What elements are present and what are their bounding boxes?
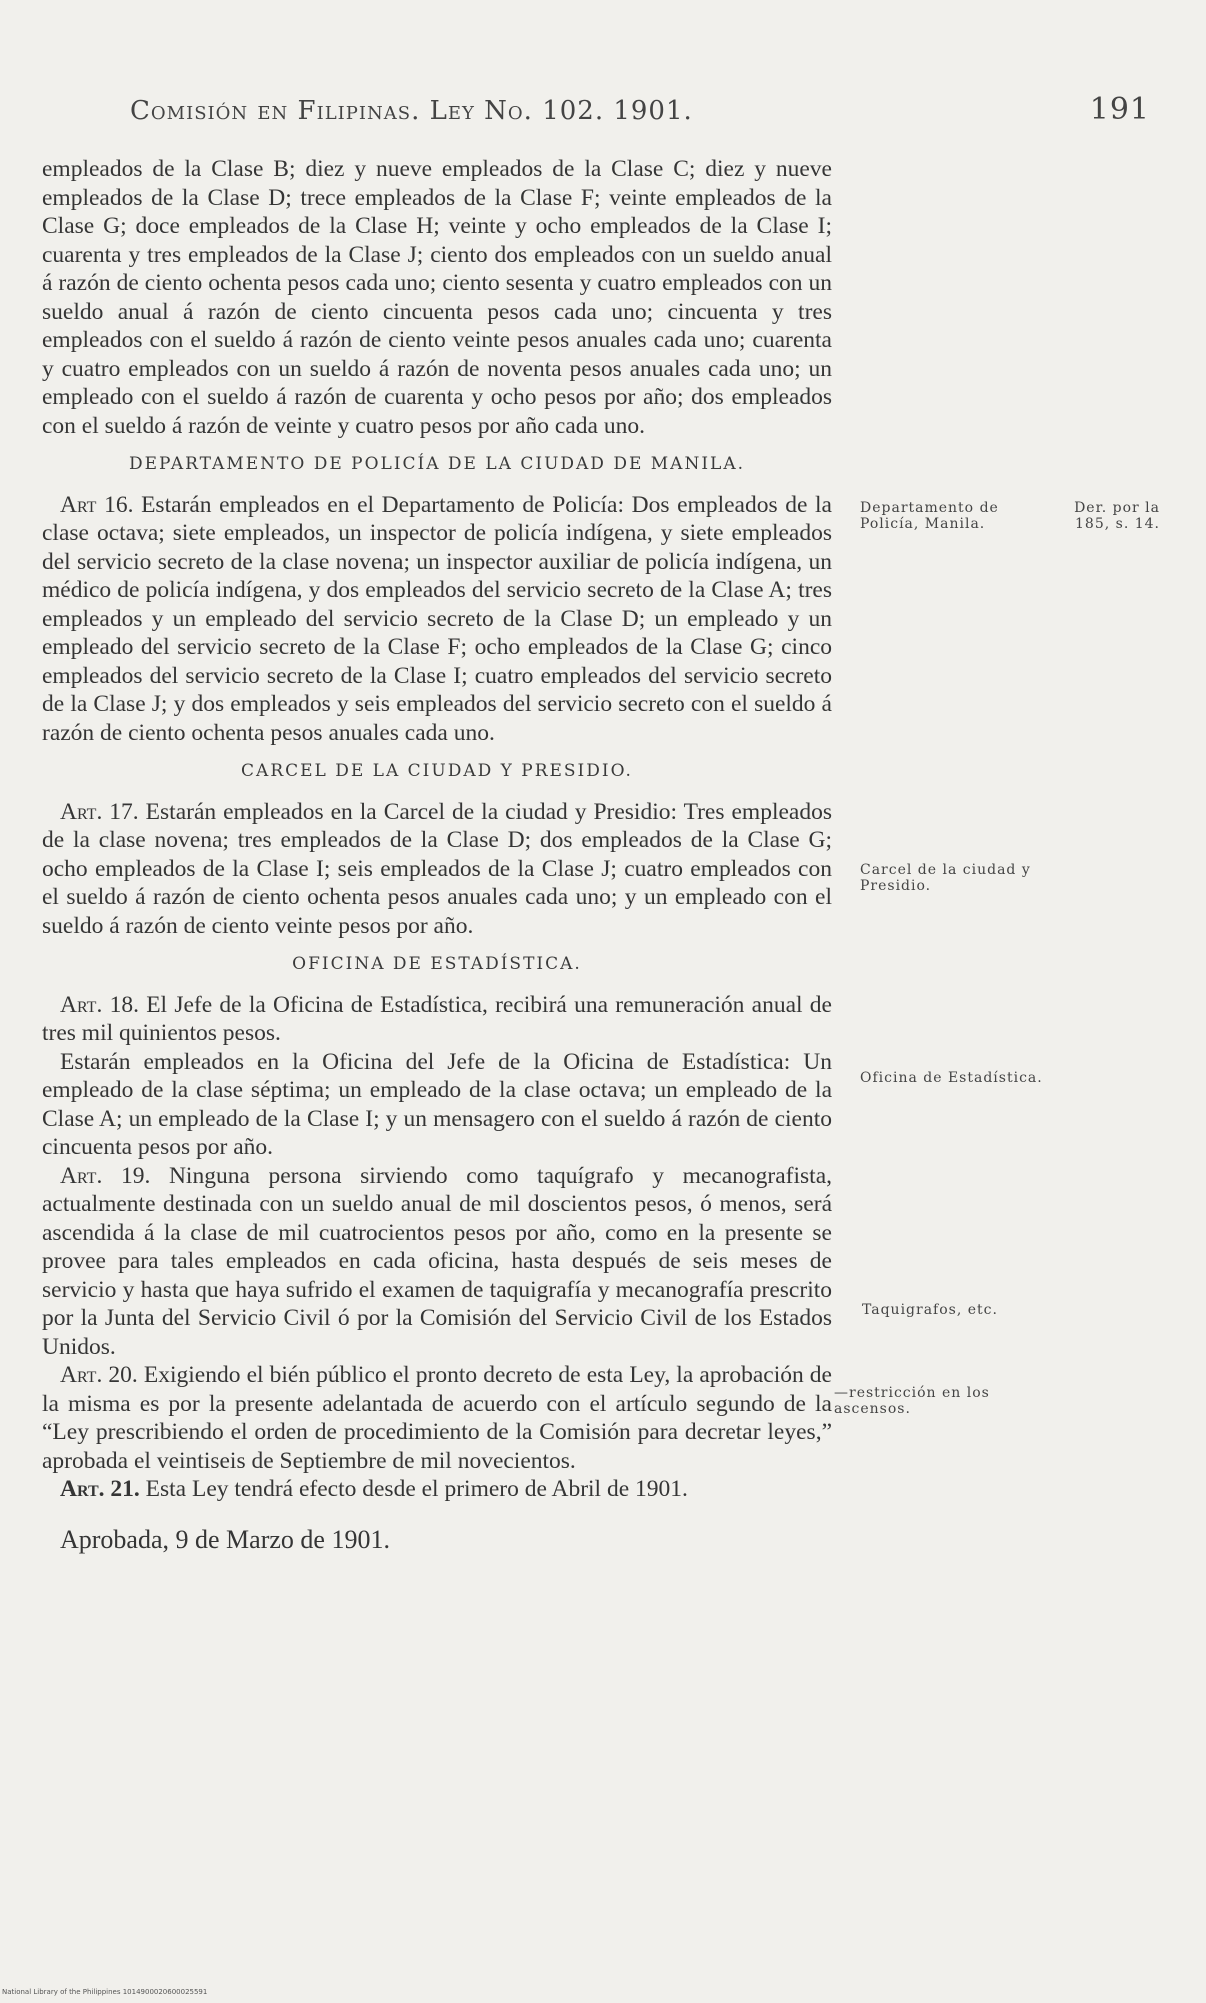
heading-policia: DEPARTAMENTO DE POLICÍA DE LA CIUDAD DE MANILA. xyxy=(128,454,746,474)
page-header xyxy=(130,92,1150,136)
article-18-text: El Jefe de la Oficina de Estadística, recibirá una remuneración anual de tres mil quinientos pesos. xyxy=(42,991,832,1046)
article-18-label: Art. 18. xyxy=(60,991,139,1018)
margin-note-reference: Der. por la 185, s. 14. xyxy=(1074,500,1160,532)
margin-note-estadistica: Oficina de Estadística. xyxy=(860,1070,1043,1086)
margin-note-taquigrafos: Taquigrafos, etc. xyxy=(862,1302,998,1318)
article-18 xyxy=(42,991,832,1048)
heading-carcel: CARCEL DE LA CIUDAD Y PRESIDIO. xyxy=(241,761,633,781)
paragraph-intro: empleados de la Clase B; diez y nueve empleados de la Clase C; diez y nueve empleados de la Clase D; trece empleados de la Clase F; veinte empleados de la Clase G; doce empleados de la Clase H; veinte y ocho empleados de la Clase I; cuarenta y tres empleados de la Clase J; ciento dos empleados con un sueldo anual á razón de ciento ochenta pesos cada uno; ciento sesenta y cuatro empleados con un sueldo anual á razón de ciento cincuenta pesos cada uno; cincuenta y tres empleados con el sueldo á razón de ciento veinte pesos anuales cada uno; cuarenta y cuatro empleados con un sueldo á razón de noventa pesos anuales cada uno; un empleado con el sueldo á razón de cuarenta y ocho pesos por año; dos empleados con el sueldo á razón de veinte y cuatro pesos por año cada uno. xyxy=(42,156,832,439)
article-19-label: Art. 19. xyxy=(60,1162,151,1189)
article-16-text: Estarán empleados en el Departamento de Policía: Dos empleados de la clase octava; siete empleados, un inspector de policía indígena, y siete empleados del servicio secreto de la clase novena; un inspector auxiliar de policía indígena, un médico de policía indígena, y dos empleados del servicio secreto de la Clase A; tres empleados y un empleado del servicio secreto de la Clase D; un empleado y un empleado del servicio secreto de la Clase F; ocho empleados de la Clase G; cinco empleados del servicio secreto de la Clase I; cuatro empleados del servicio secreto de la Clase J; y dos empleados y seis empleados del servicio secreto con el sueldo á razón de ciento ochenta pesos anuales cada uno. xyxy=(42,491,832,746)
body-text xyxy=(42,155,832,1554)
margin-note-policia: Departamento de Policía, Manila. xyxy=(860,500,999,532)
article-20 xyxy=(42,1361,832,1475)
article-17-text: Estarán empleados en la Carcel de la ciudad y Presidio: Tres empleados de la clase novena; tres empleados de la Clase D; dos empleados de la Clase G; ocho empleados de la Clase I; seis empleados de la Clase J; cuatro empleados con el sueldo á razón de ciento ochenta pesos anuales cada uno; y un empleado con el sueldo á razón de ciento veinte pesos por año. xyxy=(42,798,832,939)
margin-note-carcel: Carcel de la ciudad y Presidio. xyxy=(860,862,1031,894)
article-17 xyxy=(42,798,832,941)
article-20-label: Art. 20. xyxy=(60,1362,138,1388)
running-title: Comisión en Filipinas. Ley No. 102. 1901. xyxy=(130,96,693,126)
article-16 xyxy=(42,491,832,748)
heading-estadistica: OFICINA DE ESTADÍSTICA. xyxy=(292,954,582,974)
article-21 xyxy=(42,1475,832,1504)
article-16-label: Art 16. xyxy=(60,491,134,518)
page-number: 191 xyxy=(1089,92,1150,127)
article-17-label: Art. 17. xyxy=(60,798,139,825)
article-20-text: Exigiendo el bién público el pronto decreto de esta Ley, la aprobación de la misma es por la presente adelantada de acuerdo con el artículo segundo de la “Ley prescribiendo el orden de procedimiento de la Comisión para decretar leyes,” aprobada el veintiseis de Septiembre de mil novecientos. xyxy=(42,1362,832,1474)
margin-note-restriccion: —restricción en los ascensos. xyxy=(834,1385,990,1417)
approval-date: Aprobada, 9 de Marzo de 1901. xyxy=(60,1524,390,1554)
article-18-paragraph-2: Estarán empleados en la Oficina del Jefe de la Oficina de Estadística: Un empleado de la clase séptima; un empleado de la clase octava; un empleado de la Clase A; un empleado de la Clase I; y un mensagero con el sueldo á razón de ciento cincuenta pesos por año. xyxy=(42,1048,832,1160)
article-21-text: Esta Ley tendrá efecto desde el primero de Abril de 1901. xyxy=(145,1476,688,1502)
footer-credit: National Library of the Philippines 1014900020600025591 xyxy=(2,1988,208,1996)
article-21-label: Art. 21. xyxy=(60,1476,140,1502)
article-19 xyxy=(42,1162,832,1362)
article-19-text: Ninguna persona sirviendo como taquígrafo y mecanografista, actualmente destinada con un sueldo anual de mil doscientos pesos, ó menos, será ascendida á la clase de mil cuatrocientos pesos por año, como en la presente se provee para tales empleados en cada oficina, hasta después de seis meses de servicio y hasta que haya sufrido el examen de taquigrafía y mecanografía prescrito por la Junta del Servicio Civil ó por la Comisión del Servicio Civil de los Estados Unidos. xyxy=(42,1162,832,1360)
